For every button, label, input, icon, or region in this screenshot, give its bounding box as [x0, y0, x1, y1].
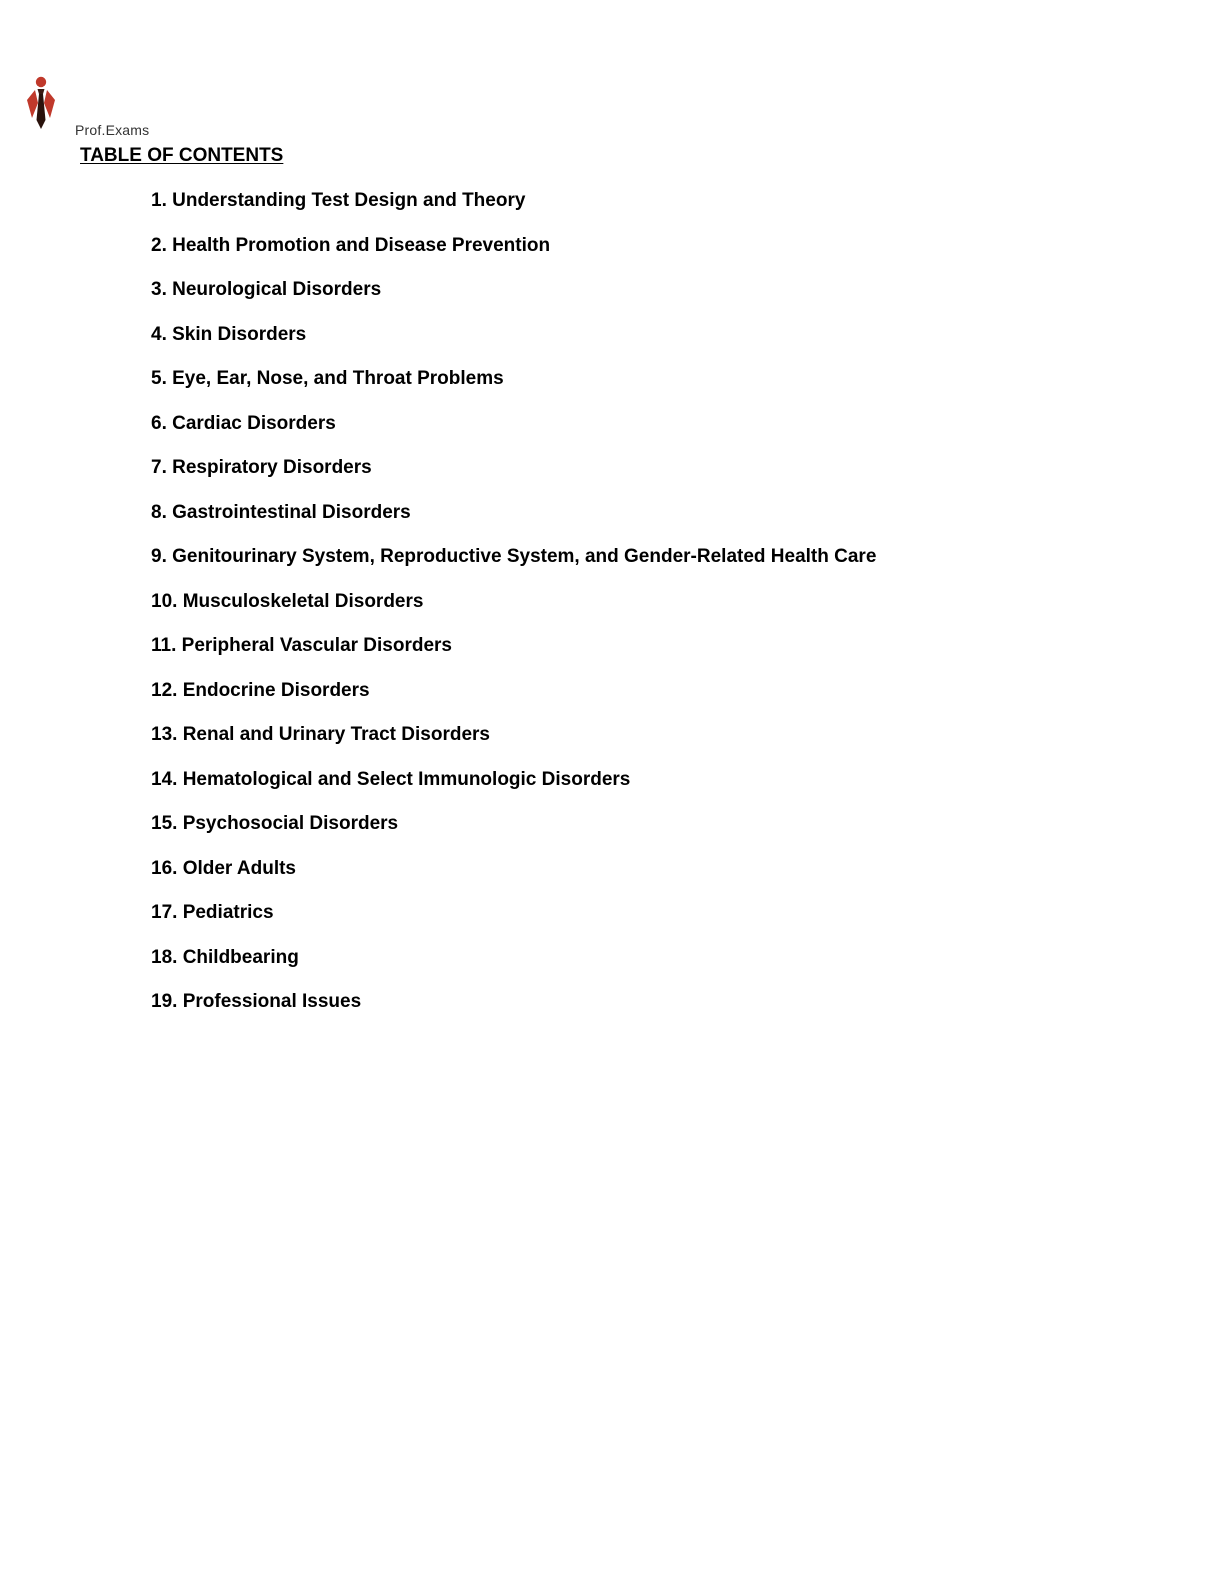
toc-item-16: 16. Older Adults: [151, 857, 296, 879]
page-title: TABLE OF CONTENTS: [80, 145, 284, 166]
toc-item-12: 12. Endocrine Disorders: [151, 679, 370, 701]
toc-item-3: 3. Neurological Disorders: [151, 279, 382, 300]
toc-item-15: 15. Psychosocial Disorders: [151, 813, 399, 834]
toc-item-2: 2. Health Promotion and Disease Prevention: [151, 234, 551, 256]
toc-item-18: 18. Childbearing: [151, 946, 299, 968]
toc-item-1: 1. Understanding Test Design and Theory: [151, 190, 526, 211]
table-of-contents: [151, 189, 876, 1035]
brand-name: Prof.Exams: [75, 122, 150, 138]
toc-item-10: 10. Musculoskeletal Disorders: [151, 590, 424, 612]
toc-item-13: 13. Renal and Urinary Tract Disorders: [151, 724, 490, 745]
toc-item-6: 6. Cardiac Disorders: [151, 412, 336, 434]
toc-item-17: 17. Pediatrics: [151, 902, 274, 923]
toc-item-4: 4. Skin Disorders: [151, 323, 307, 345]
toc-item-19: 19. Professional Issues: [151, 991, 362, 1012]
toc-item-9: 9. Genitourinary System, Reproductive System, and Gender-Related Health Care: [151, 546, 877, 567]
toc-item-14: 14. Hematological and Select Immunologic Disorders: [151, 768, 631, 790]
toc-item-11: 11. Peripheral Vascular Disorders: [151, 635, 453, 656]
toc-item-8: 8. Gastrointestinal Disorders: [151, 501, 411, 523]
toc-item-5: 5. Eye, Ear, Nose, and Throat Problems: [151, 368, 504, 389]
toc-item-7: 7. Respiratory Disorders: [151, 457, 372, 478]
necktie-person-logo-icon: [24, 76, 58, 132]
